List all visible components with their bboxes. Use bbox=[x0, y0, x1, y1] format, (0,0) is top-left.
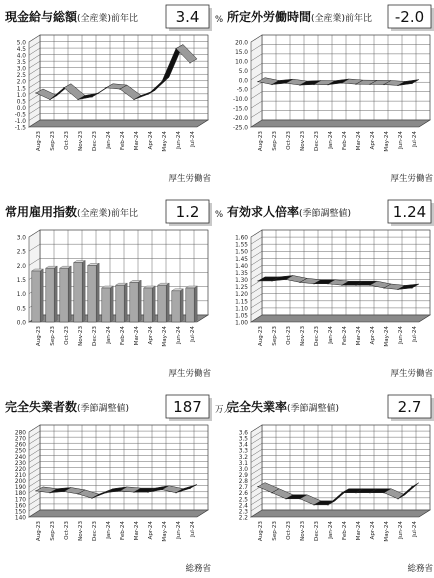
chart1-y-tick-label: 4.5 bbox=[16, 47, 26, 54]
chart5-data-point bbox=[91, 498, 92, 499]
chart1-data-point bbox=[133, 99, 134, 100]
chart2-x-tick-label: May-24 bbox=[384, 131, 390, 152]
chart1-x-tick-label: Feb-24 bbox=[120, 131, 126, 151]
chart3-y-tick-label: 2.5 bbox=[16, 249, 26, 256]
chart5-y-tick-label: 170 bbox=[14, 497, 26, 504]
chart2-subtitle: (全産業)前年比 bbox=[311, 14, 373, 24]
chart2-floor bbox=[251, 120, 430, 127]
chart6-data-point bbox=[285, 498, 286, 499]
chart3-bar-side bbox=[68, 266, 71, 322]
chart1-x-tick-label: Jul-24 bbox=[190, 131, 196, 147]
chart2-y-tick-label: -25.0 bbox=[233, 125, 248, 132]
chart1-x-tick-label: Oct-23 bbox=[64, 131, 70, 150]
chart2-y-tick-label: 20.0 bbox=[235, 40, 248, 47]
chart5-title-main: 完全失業者数 bbox=[5, 400, 78, 414]
chart4-data-point bbox=[383, 287, 384, 288]
chart5-x-tick-label: Jan-24 bbox=[106, 521, 112, 539]
chart5-source: 総務省 bbox=[185, 564, 211, 574]
chart4-y-tick-label: 1.15 bbox=[235, 299, 248, 306]
chart5-x-tick-label: May-24 bbox=[162, 521, 168, 542]
chart1-title-main: 現金給与総額 bbox=[5, 10, 78, 24]
chart2-data-point bbox=[397, 85, 398, 86]
chart1-data-point bbox=[189, 62, 190, 63]
chart3-bar-side bbox=[124, 283, 127, 322]
chart4-x-tick-label: Aug-23 bbox=[258, 326, 264, 347]
chart2-x-tick-label: Jan-24 bbox=[328, 131, 334, 149]
chart2-data-point bbox=[383, 84, 384, 85]
chart6-y-tick-label: 3.2 bbox=[238, 454, 248, 461]
chart4-data-point bbox=[369, 285, 370, 286]
chart6-y-tick-label: 2.2 bbox=[238, 515, 248, 522]
chart3-bar bbox=[144, 288, 152, 322]
chart4-x-tick-label: Jan-24 bbox=[328, 326, 334, 344]
chart1-value: 3.4 bbox=[175, 8, 200, 26]
chart5-unit: 万人 bbox=[215, 405, 233, 415]
chart6-y-tick-label: 3.1 bbox=[238, 460, 248, 467]
chart6-x-tick-label: Dec-23 bbox=[314, 521, 320, 541]
chart6-title-main: 完全失業率 bbox=[227, 400, 288, 414]
chart5-y-tick-label: 140 bbox=[14, 515, 26, 522]
chart1-x-tick-label: Aug-23 bbox=[36, 131, 42, 152]
chart3-x-tick-label: May-24 bbox=[162, 326, 168, 347]
chart6-x-tick-label: Aug-23 bbox=[258, 521, 264, 542]
chart2-x-tick-label: Feb-24 bbox=[342, 131, 348, 151]
chart4-x-tick-label: Nov-23 bbox=[300, 326, 306, 346]
chart2-y-tick-label: -15.0 bbox=[233, 106, 248, 113]
chart1-y-tick-label: -1.0 bbox=[14, 118, 26, 125]
chart5-y-tick-label: 280 bbox=[14, 430, 26, 437]
chart3-value: 1.2 bbox=[175, 203, 200, 221]
chart3-x-tick-label: Feb-24 bbox=[120, 326, 126, 346]
chart6-y-tick-label: 2.4 bbox=[238, 503, 248, 510]
chart-panel-5 bbox=[5, 395, 233, 574]
chart1-data-point bbox=[77, 99, 78, 100]
chart3-bar-side bbox=[40, 269, 43, 322]
chart2-data-point bbox=[411, 83, 412, 84]
chart6-y-tick-label: 2.7 bbox=[238, 485, 248, 492]
chart1-data-point bbox=[105, 87, 106, 88]
chart3-x-tick-label: Oct-23 bbox=[64, 326, 70, 345]
chart4-data-point bbox=[397, 289, 398, 290]
chart2-x-tick-label: Apr-24 bbox=[370, 131, 376, 150]
chart3-x-tick-label: Jan-24 bbox=[106, 326, 112, 344]
chart3-bar bbox=[32, 271, 40, 322]
chart2-x-tick-label: Sep-23 bbox=[272, 131, 278, 151]
chart6-data-point bbox=[369, 492, 370, 493]
chart6-x-tick-label: Jun-24 bbox=[398, 521, 404, 539]
chart5-x-tick-label: Feb-24 bbox=[120, 521, 126, 541]
chart6-data-point bbox=[271, 492, 272, 493]
chart4-data-point bbox=[257, 280, 258, 281]
chart2-title-main: 所定外労働時間 bbox=[227, 10, 312, 24]
chart5-y-tick-label: 240 bbox=[14, 454, 26, 461]
chart3-bar-side bbox=[180, 289, 183, 322]
chart1-x-tick-label: Dec-23 bbox=[92, 131, 98, 151]
chart2-x-tick-label: Dec-23 bbox=[314, 131, 320, 151]
chart5-subtitle: (季節調整値) bbox=[77, 404, 130, 414]
chart1-y-tick-label: 0.0 bbox=[16, 105, 26, 112]
chart4-x-tick-label: Mar-24 bbox=[356, 326, 362, 346]
chart6-data-point bbox=[299, 498, 300, 499]
chart6-y-tick-label: 3.6 bbox=[238, 430, 248, 437]
chart4-y-tick-label: 1.35 bbox=[235, 270, 248, 277]
chart4-x-tick-label: Feb-24 bbox=[342, 326, 348, 346]
chart5-x-tick-label: Aug-23 bbox=[36, 521, 42, 542]
chart6-y-tick-label: 2.6 bbox=[238, 491, 248, 498]
chart4-x-tick-label: Apr-24 bbox=[370, 326, 376, 345]
chart4-x-tick-label: Jul-24 bbox=[412, 326, 418, 342]
chart3-bar-side bbox=[166, 283, 169, 322]
chart2-y-tick-label: 0.0 bbox=[238, 78, 248, 85]
chart1-source: 厚生労働省 bbox=[168, 174, 211, 184]
chart-panel-6 bbox=[227, 395, 434, 574]
chart4-y-tick-label: 1.55 bbox=[235, 242, 248, 249]
chart6-x-tick-label: Oct-23 bbox=[286, 521, 292, 540]
chart5-x-tick-label: Jul-24 bbox=[190, 521, 196, 537]
chart4-value: 1.24 bbox=[392, 203, 427, 221]
chart3-bar bbox=[158, 285, 166, 322]
chart6-y-tick-label: 3.4 bbox=[238, 442, 248, 449]
chart6-data-point bbox=[257, 486, 258, 487]
chart6-x-tick-label: Nov-23 bbox=[300, 521, 306, 541]
chart1-y-tick-label: 3.0 bbox=[16, 66, 26, 73]
chart5-data-point bbox=[35, 490, 36, 491]
chart5-data-point bbox=[77, 493, 78, 494]
chart3-y-tick-label: 3.0 bbox=[16, 235, 26, 242]
chart6-data-point bbox=[355, 492, 356, 493]
chart4-x-tick-label: Dec-23 bbox=[314, 326, 320, 346]
chart1-x-tick-label: Jan-24 bbox=[106, 131, 112, 149]
chart4-y-tick-label: 1.30 bbox=[235, 278, 248, 284]
chart6-x-tick-label: Feb-24 bbox=[342, 521, 348, 541]
chart1-x-tick-label: Nov-23 bbox=[78, 131, 84, 151]
chart2-data-point bbox=[341, 82, 342, 83]
chart5-title bbox=[5, 399, 129, 414]
chart3-bar bbox=[130, 282, 138, 322]
chart1-x-tick-label: May-24 bbox=[162, 131, 168, 152]
chart4-x-tick-label: May-24 bbox=[384, 326, 390, 347]
chart4-y-tick-label: 1.40 bbox=[235, 263, 248, 270]
chart4-y-tick-label: 1.20 bbox=[235, 292, 248, 299]
chart1-data-point bbox=[91, 96, 92, 97]
chart3-bar-side bbox=[194, 286, 197, 322]
chart4-x-tick-label: Jun-24 bbox=[398, 326, 404, 344]
chart1-y-tick-label: 4.0 bbox=[16, 53, 26, 60]
chart6-data-point bbox=[341, 492, 342, 493]
chart3-y-tick-label: 1.0 bbox=[16, 292, 26, 299]
chart2-data-point bbox=[355, 84, 356, 85]
chart6-y-tick-label: 2.3 bbox=[238, 509, 248, 516]
chart1-y-tick-label: 0.5 bbox=[16, 99, 26, 106]
chart6-title bbox=[227, 399, 339, 414]
chart1-title bbox=[5, 9, 138, 24]
chart2-y-tick-label: -5.0 bbox=[236, 87, 248, 94]
chart4-data-point bbox=[313, 283, 314, 284]
chart4-data-point bbox=[299, 282, 300, 283]
chart3-y-tick-label: 0.5 bbox=[16, 306, 26, 313]
chart3-title-main: 常用雇用指数 bbox=[5, 205, 78, 219]
chart6-y-tick-label: 3.0 bbox=[238, 466, 248, 473]
chart5-x-tick-label: Apr-24 bbox=[148, 521, 154, 540]
chart-panel-3 bbox=[5, 200, 223, 379]
chart2-x-tick-label: Jun-24 bbox=[398, 131, 404, 149]
chart1-x-tick-label: Mar-24 bbox=[134, 131, 140, 151]
chart1-y-tick-label: 2.5 bbox=[16, 73, 26, 80]
chart1-y-tick-label: 3.5 bbox=[16, 60, 26, 67]
chart3-bar bbox=[74, 263, 82, 323]
chart6-value: 2.7 bbox=[397, 398, 422, 416]
chart3-bar bbox=[186, 288, 194, 322]
chart4-y-tick-label: 1.10 bbox=[235, 306, 248, 313]
chart2-data-point bbox=[327, 84, 328, 85]
chart5-y-tick-label: 270 bbox=[14, 436, 26, 443]
chart5-data-point bbox=[161, 489, 162, 490]
chart2-y-tick-label: -10.0 bbox=[233, 97, 248, 104]
chart6-y-tick-label: 3.3 bbox=[238, 448, 248, 455]
chart6-y-tick-label: 2.9 bbox=[238, 473, 248, 479]
chart2-data-point bbox=[285, 83, 286, 84]
chart5-data-point bbox=[119, 490, 120, 491]
chart3-bar-side bbox=[54, 266, 57, 322]
chart5-data-point bbox=[189, 488, 190, 489]
chart2-source: 厚生労働省 bbox=[390, 174, 433, 184]
chart5-x-tick-label: Mar-24 bbox=[134, 521, 140, 541]
chart5-data-point bbox=[147, 492, 148, 493]
chart3-x-tick-label: Apr-24 bbox=[148, 326, 154, 345]
chart5-y-tick-label: 150 bbox=[14, 509, 26, 516]
chart5-x-tick-label: Sep-23 bbox=[50, 521, 56, 541]
chart3-bar bbox=[116, 285, 124, 322]
chart2-y-tick-label: -20.0 bbox=[233, 116, 248, 123]
chart6-x-tick-label: Jan-24 bbox=[328, 521, 334, 539]
chart3-x-tick-label: Nov-23 bbox=[78, 326, 84, 346]
chart3-x-tick-label: Jul-24 bbox=[190, 326, 196, 342]
chart5-y-tick-label: 250 bbox=[14, 448, 26, 455]
chart3-x-tick-label: Aug-23 bbox=[36, 326, 42, 347]
chart2-y-tick-label: 10.0 bbox=[235, 59, 248, 66]
chart2-title bbox=[227, 9, 372, 24]
chart1-y-tick-label: 2.0 bbox=[16, 79, 26, 86]
chart4-data-point bbox=[271, 280, 272, 281]
chart5-y-tick-label: 190 bbox=[14, 485, 26, 492]
chart1-y-tick-label: 1.5 bbox=[16, 86, 26, 93]
chart3-bar bbox=[88, 265, 96, 322]
chart3-y-tick-label: 0.0 bbox=[16, 320, 26, 327]
chart6-source: 総務省 bbox=[407, 564, 433, 574]
chart1-y-tick-label: 1.0 bbox=[16, 92, 26, 99]
chart5-data-point bbox=[105, 492, 106, 493]
chart5-x-tick-label: Nov-23 bbox=[78, 521, 84, 541]
chart5-y-tick-label: 180 bbox=[14, 491, 26, 498]
chart-panel-1 bbox=[5, 5, 223, 184]
chart3-bar bbox=[102, 288, 110, 322]
chart4-data-point bbox=[341, 285, 342, 286]
chart4-y-tick-label: 1.00 bbox=[235, 320, 248, 327]
chart4-title bbox=[227, 204, 351, 219]
chart4-data-point bbox=[285, 279, 286, 280]
chart4-x-tick-label: Sep-23 bbox=[272, 326, 278, 346]
chart3-bar-side bbox=[82, 261, 85, 323]
chart6-x-tick-label: Sep-23 bbox=[272, 521, 278, 541]
chart4-data-point bbox=[327, 283, 328, 284]
chart1-unit: % bbox=[215, 15, 224, 25]
chart4-y-tick-label: 1.45 bbox=[235, 256, 248, 263]
chart4-data-point bbox=[355, 285, 356, 286]
chart1-data-point bbox=[175, 48, 176, 49]
chart1-x-tick-label: Jun-24 bbox=[176, 131, 182, 149]
chart6-data-point bbox=[411, 486, 412, 487]
chart6-data-point bbox=[313, 504, 314, 505]
chart4-subtitle: (季節調整値) bbox=[299, 209, 352, 219]
chart2-data-point bbox=[257, 81, 258, 82]
chart3-subtitle: (全産業)前年比 bbox=[77, 209, 139, 219]
chart3-bar bbox=[172, 291, 180, 322]
chart4-y-tick-label: 1.60 bbox=[235, 235, 248, 242]
chart3-bar-side bbox=[152, 286, 155, 322]
chart6-floor bbox=[251, 510, 430, 517]
chart6-y-tick-label: 2.8 bbox=[238, 479, 248, 486]
chart5-data-point bbox=[63, 491, 64, 492]
chart1-side-wall bbox=[29, 35, 40, 127]
chart1-data-point bbox=[63, 87, 64, 88]
chart5-data-point bbox=[133, 492, 134, 493]
chart2-data-point bbox=[313, 84, 314, 85]
chart1-x-tick-label: Sep-23 bbox=[50, 131, 56, 151]
chart6-y-tick-label: 2.5 bbox=[238, 497, 248, 504]
chart5-floor bbox=[29, 510, 208, 517]
chart5-x-tick-label: Oct-23 bbox=[64, 521, 70, 540]
chart2-data-point bbox=[271, 84, 272, 85]
chart3-bar-side bbox=[96, 263, 99, 322]
chart2-x-tick-label: Oct-23 bbox=[286, 131, 292, 150]
chart1-y-tick-label: 5.0 bbox=[16, 40, 26, 47]
chart6-data-point bbox=[397, 498, 398, 499]
chart3-bar bbox=[46, 268, 54, 322]
chart3-x-tick-label: Sep-23 bbox=[50, 326, 56, 346]
chart6-x-tick-label: Mar-24 bbox=[356, 521, 362, 541]
chart5-y-tick-label: 160 bbox=[14, 503, 26, 510]
chart2-x-tick-label: Aug-23 bbox=[258, 131, 264, 152]
chart3-bar-side bbox=[110, 286, 113, 322]
chart3-x-tick-label: Mar-24 bbox=[134, 326, 140, 346]
chart3-title bbox=[5, 204, 138, 219]
chart5-y-tick-label: 220 bbox=[14, 466, 26, 473]
chart1-subtitle: (全産業)前年比 bbox=[77, 14, 139, 24]
chart1-data-point bbox=[49, 99, 50, 100]
chart1-data-point bbox=[161, 81, 162, 82]
chart1-x-tick-label: Apr-24 bbox=[148, 131, 154, 150]
chart5-y-tick-label: 230 bbox=[14, 460, 26, 467]
chart-panel-2 bbox=[227, 5, 434, 184]
chart6-y-tick-label: 3.5 bbox=[238, 436, 248, 443]
chart4-data-point bbox=[411, 287, 412, 288]
chart4-x-tick-label: Oct-23 bbox=[286, 326, 292, 345]
chart4-y-tick-label: 1.25 bbox=[235, 285, 248, 292]
chart3-unit: % bbox=[215, 210, 224, 220]
chart5-x-tick-label: Dec-23 bbox=[92, 521, 98, 541]
chart4-title-main: 有効求人倍率 bbox=[227, 205, 300, 219]
chart-panel-4 bbox=[227, 200, 434, 379]
chart2-y-tick-label: 5.0 bbox=[238, 68, 248, 75]
chart6-x-tick-label: Jul-24 bbox=[412, 521, 418, 537]
chart3-bar bbox=[60, 268, 68, 322]
chart4-source: 厚生労働省 bbox=[390, 369, 433, 379]
chart1-floor bbox=[29, 120, 208, 127]
chart3-source: 厚生労働省 bbox=[168, 369, 211, 379]
chart3-y-tick-label: 1.5 bbox=[16, 278, 26, 284]
chart5-value: 187 bbox=[173, 398, 202, 416]
chart5-y-tick-label: 260 bbox=[14, 442, 26, 449]
chart6-x-tick-label: Apr-24 bbox=[370, 521, 376, 540]
chart5-y-tick-label: 200 bbox=[14, 479, 26, 486]
chart2-x-tick-label: Mar-24 bbox=[356, 131, 362, 151]
chart2-data-point bbox=[299, 84, 300, 85]
chart4-y-tick-label: 1.05 bbox=[235, 313, 248, 320]
chart5-x-tick-label: Jun-24 bbox=[176, 521, 182, 539]
chart3-x-tick-label: Jun-24 bbox=[176, 326, 182, 344]
chart4-floor bbox=[251, 315, 430, 322]
chart6-data-point bbox=[327, 504, 328, 505]
chart2-x-tick-label: Jul-24 bbox=[412, 131, 418, 147]
chart6-data-point bbox=[383, 492, 384, 493]
chart5-y-tick-label: 210 bbox=[14, 473, 26, 479]
chart3-bar-side bbox=[138, 280, 141, 322]
chart1-y-tick-label: -1.5 bbox=[14, 125, 26, 132]
chart3-x-tick-label: Dec-23 bbox=[92, 326, 98, 346]
chart2-y-tick-label: 15.0 bbox=[235, 49, 248, 56]
chart1-data-point bbox=[119, 88, 120, 89]
chart4-y-tick-label: 1.50 bbox=[235, 249, 248, 256]
chart5-data-point bbox=[49, 492, 50, 493]
chart5-data-point bbox=[175, 492, 176, 493]
chart1-data-point bbox=[147, 94, 148, 95]
chart2-x-tick-label: Nov-23 bbox=[300, 131, 306, 151]
chart6-x-tick-label: May-24 bbox=[384, 521, 390, 542]
chart1-data-point bbox=[35, 92, 36, 93]
chart2-data-point bbox=[369, 84, 370, 85]
chart2-value: -2.0 bbox=[394, 8, 425, 26]
chart1-y-tick-label: -0.5 bbox=[14, 112, 26, 119]
chart6-subtitle: (季節調整値) bbox=[287, 404, 340, 414]
chart3-y-tick-label: 2.0 bbox=[16, 263, 26, 270]
